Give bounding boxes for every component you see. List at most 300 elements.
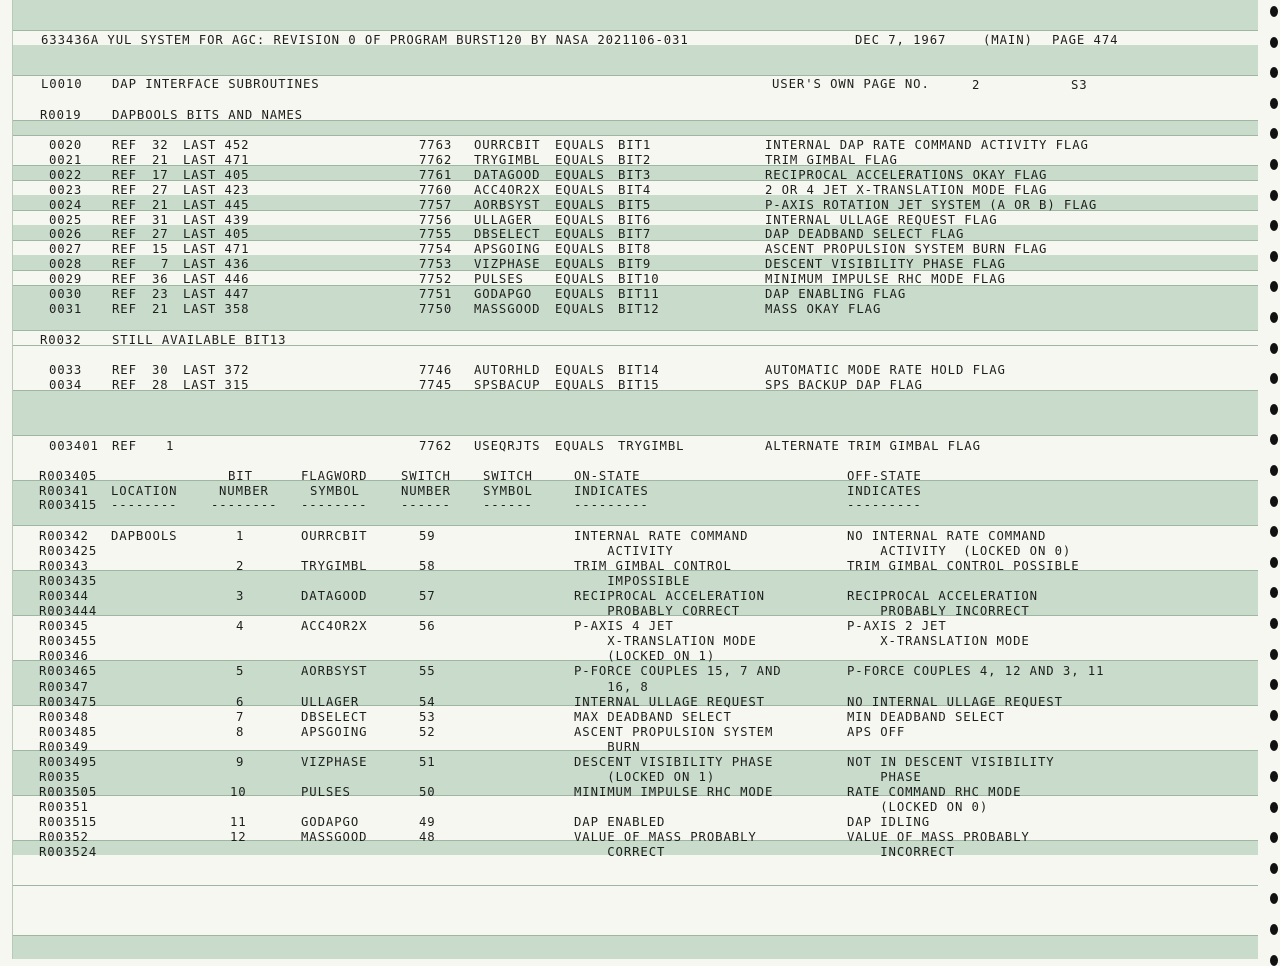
equate-comment: RECIPROCAL ACCELERATIONS OKAY FLAG xyxy=(765,167,1048,182)
row-flagword-symbol: PULSES xyxy=(301,784,351,799)
tractor-hole xyxy=(1270,771,1278,782)
equate-ref: REF xyxy=(112,197,137,212)
equate-line: 0029 xyxy=(49,272,83,287)
row-bit-number: 3 xyxy=(236,589,245,604)
tractor-hole xyxy=(1270,465,1278,476)
ledger-rule xyxy=(12,75,1258,76)
head-switch-symbol-2: SYMBOL xyxy=(483,484,533,498)
equate-comment: DAP DEADBAND SELECT FLAG xyxy=(765,227,965,242)
ledger-rule xyxy=(12,885,1258,886)
equate-last: LAST 423 xyxy=(183,182,250,197)
ledger-rule xyxy=(12,435,1258,436)
equate-line: 0034 xyxy=(49,378,83,392)
row-bit-number: 7 xyxy=(236,709,245,724)
equate-refcount: 15 xyxy=(152,242,169,257)
header-page: PAGE 474 xyxy=(1052,33,1119,47)
tractor-hole xyxy=(1270,496,1278,507)
equate-line: 0021 xyxy=(49,152,83,167)
equate-bit: BIT4 xyxy=(618,182,652,197)
row-id: R003475 xyxy=(39,694,98,709)
equate-line: 0030 xyxy=(49,287,83,301)
row-id: R003465 xyxy=(39,664,98,679)
row-off-state: NOT IN DESCENT VISIBILITY xyxy=(847,754,1055,769)
equate-bit: BIT1 xyxy=(618,138,652,152)
tractor-hole xyxy=(1270,802,1278,813)
row-off-state: ACTIVITY (LOCKED ON 0) xyxy=(847,544,1072,559)
row-off-state: (LOCKED ON 0) xyxy=(847,799,989,814)
alt-comment: ALTERNATE TRIM GIMBAL FLAG xyxy=(765,439,981,453)
row-off-state: NO INTERNAL ULLAGE REQUEST xyxy=(847,694,1063,709)
row-id: R003524 xyxy=(39,845,98,860)
alt-bit: TRYGIMBL xyxy=(618,439,685,453)
equate-refcount: 21 xyxy=(152,152,169,167)
equate-comment: MINIMUM IMPULSE RHC MODE FLAG xyxy=(765,272,1006,287)
row-flagword-symbol: AORBSYST xyxy=(301,664,368,679)
equate-last: LAST 372 xyxy=(183,363,250,377)
head-flagword-1: FLAGWORD xyxy=(301,469,368,483)
row-flagword-symbol: GODAPGO xyxy=(301,814,360,829)
row-id: R0035 xyxy=(39,769,81,784)
equate-comment: DAP ENABLING FLAG xyxy=(765,287,907,301)
row-id: R00347 xyxy=(39,679,89,694)
equate-line: 0028 xyxy=(49,257,83,272)
equate-symbol: MASSGOOD xyxy=(474,301,541,316)
equate-bit: BIT6 xyxy=(618,212,652,227)
equate-address: 7750 xyxy=(419,301,453,316)
row-bit-number: 1 xyxy=(236,529,245,543)
equate-refcount: 32 xyxy=(152,138,169,152)
row-off-state: APS OFF xyxy=(847,724,906,739)
table-head-id: R00341 xyxy=(39,484,89,498)
line-number: L0010 xyxy=(41,77,83,91)
row-id: R00349 xyxy=(39,739,89,754)
equate-bit: BIT12 xyxy=(618,301,660,316)
equate-refcount: 21 xyxy=(152,197,169,212)
equate-last: LAST 315 xyxy=(183,378,250,392)
note-text: STILL AVAILABLE BIT13 xyxy=(112,333,287,347)
section-title: DAP INTERFACE SUBROUTINES xyxy=(112,77,320,91)
equate-equals: EQUALS xyxy=(555,378,605,392)
equate-line: 0026 xyxy=(49,227,83,242)
ledger-band xyxy=(12,45,1258,75)
equate-comment: MASS OKAY FLAG xyxy=(765,301,882,316)
equate-last: LAST 358 xyxy=(183,301,250,316)
equate-address: 7754 xyxy=(419,242,453,257)
row-bit-number: 10 xyxy=(230,784,247,799)
equate-ref: REF xyxy=(112,227,137,242)
row-id: R003435 xyxy=(39,574,98,589)
head-dashes: -------- xyxy=(301,498,368,512)
row-switch-number: 54 xyxy=(419,694,436,709)
tractor-hole xyxy=(1270,373,1278,384)
row-switch-number: 56 xyxy=(419,619,436,634)
equate-refcount: 31 xyxy=(152,212,169,227)
equate-ref: REF xyxy=(112,167,137,182)
equate-comment: AUTOMATIC MODE RATE HOLD FLAG xyxy=(765,363,1006,377)
tractor-hole xyxy=(1270,37,1278,48)
alt-line: 003401 xyxy=(49,439,99,453)
tractor-hole xyxy=(1270,281,1278,292)
equate-last: LAST 471 xyxy=(183,242,250,257)
row-on-state: CORRECT xyxy=(574,845,666,860)
equate-symbol: APSGOING xyxy=(474,242,541,257)
alt-symbol: USEQRJTS xyxy=(474,439,541,453)
head-off-state-2: INDICATES xyxy=(847,484,922,498)
tractor-hole xyxy=(1270,710,1278,721)
ledger-rule xyxy=(12,330,1258,331)
equate-refcount: 27 xyxy=(152,227,169,242)
equate-last: LAST 436 xyxy=(183,257,250,272)
row-off-state: P-FORCE COUPLES 4, 12 AND 3, 11 xyxy=(847,664,1105,679)
equate-bit: BIT15 xyxy=(618,378,660,392)
equate-line: 0033 xyxy=(49,363,83,377)
equate-equals: EQUALS xyxy=(555,182,605,197)
equate-last: LAST 452 xyxy=(183,138,250,152)
equate-symbol: DBSELECT xyxy=(474,227,541,242)
equate-symbol: PULSES xyxy=(474,272,524,287)
tractor-hole xyxy=(1270,832,1278,843)
equate-comment: P-AXIS ROTATION JET SYSTEM (A OR B) FLAG xyxy=(765,197,1098,212)
row-switch-number: 58 xyxy=(419,559,436,574)
equate-ref: REF xyxy=(112,363,137,377)
equate-bit: BIT9 xyxy=(618,257,652,272)
head-dashes: -------- xyxy=(111,498,178,512)
head-dashes: --------- xyxy=(574,498,649,512)
equate-bit: BIT8 xyxy=(618,242,652,257)
row-flagword-symbol: OURRCBIT xyxy=(301,529,368,543)
users-page-label: USER'S OWN PAGE NO. xyxy=(772,77,930,91)
equate-symbol: TRYGIMBL xyxy=(474,152,541,167)
equate-last: LAST 405 xyxy=(183,167,250,182)
row-bit-number: 6 xyxy=(236,694,245,709)
row-on-state: INTERNAL ULLAGE REQUEST xyxy=(574,694,765,709)
equate-address: 7755 xyxy=(419,227,453,242)
row-switch-number: 49 xyxy=(419,814,436,829)
equate-refcount: 27 xyxy=(152,182,169,197)
row-on-state: X-TRANSLATION MODE xyxy=(574,634,757,649)
row-id: R00343 xyxy=(39,559,89,574)
head-switch-number-2: NUMBER xyxy=(401,484,451,498)
row-off-state: PROBABLY INCORRECT xyxy=(847,604,1030,619)
equate-ref: REF xyxy=(112,272,137,287)
equate-address: 7746 xyxy=(419,363,453,377)
alt-address: 7762 xyxy=(419,439,453,453)
header-main: (MAIN) xyxy=(983,33,1033,47)
ledger-band xyxy=(12,120,1258,135)
ledger-band xyxy=(12,0,1258,30)
equate-refcount: 21 xyxy=(152,301,169,316)
note-id: R0032 xyxy=(40,333,82,347)
head-off-state-1: OFF-STATE xyxy=(847,469,922,483)
row-flagword-symbol: DATAGOOD xyxy=(301,589,368,604)
equate-last: LAST 471 xyxy=(183,152,250,167)
ledger-rule xyxy=(12,30,1258,31)
tractor-hole xyxy=(1270,618,1278,629)
equate-bit: BIT7 xyxy=(618,227,652,242)
equate-equals: EQUALS xyxy=(555,301,605,316)
row-on-state: TRIM GIMBAL CONTROL xyxy=(574,559,732,574)
equate-refcount: 23 xyxy=(152,287,169,301)
head-dashes: -------- xyxy=(211,498,278,512)
equate-symbol: GODAPGO xyxy=(474,287,533,301)
row-id: R003495 xyxy=(39,754,98,769)
row-off-state: VALUE OF MASS PROBABLY xyxy=(847,830,1030,844)
equate-equals: EQUALS xyxy=(555,287,605,301)
row-switch-number: 53 xyxy=(419,709,436,724)
row-on-state: VALUE OF MASS PROBABLY xyxy=(574,830,757,844)
equate-equals: EQUALS xyxy=(555,257,605,272)
equate-equals: EQUALS xyxy=(555,197,605,212)
tractor-hole xyxy=(1270,343,1278,354)
table-head-id: R003405 xyxy=(39,469,98,483)
equate-symbol: DATAGOOD xyxy=(474,167,541,182)
row-on-state: PROBABLY CORRECT xyxy=(574,604,741,619)
row-on-state: MINIMUM IMPULSE RHC MODE xyxy=(574,784,774,799)
row-off-state: TRIM GIMBAL CONTROL POSSIBLE xyxy=(847,559,1080,574)
equate-last: LAST 447 xyxy=(183,287,250,301)
equate-symbol: SPSBACUP xyxy=(474,378,541,392)
row-on-state: MAX DEADBAND SELECT xyxy=(574,709,732,724)
head-bit-2: NUMBER xyxy=(219,484,269,498)
row-on-state: DAP ENABLED xyxy=(574,814,666,829)
equate-ref: REF xyxy=(112,138,137,152)
equate-comment: 2 OR 4 JET X-TRANSLATION MODE FLAG xyxy=(765,182,1048,197)
head-dashes: --------- xyxy=(847,498,922,512)
equate-equals: EQUALS xyxy=(555,138,605,152)
ledger-rule xyxy=(12,525,1258,526)
header-title: 633436A YUL SYSTEM FOR AGC: REVISION 0 OF PROGRAM BURST120 BY NASA 2021106-031 xyxy=(41,33,689,47)
equate-equals: EQUALS xyxy=(555,212,605,227)
subsection-title: DAPBOOLS BITS AND NAMES xyxy=(112,108,303,122)
row-switch-number: 50 xyxy=(419,784,436,799)
head-switch-number-1: SWITCH xyxy=(401,469,451,483)
equate-comment: ASCENT PROPULSION SYSTEM BURN FLAG xyxy=(765,242,1048,257)
ledger-band xyxy=(12,390,1258,435)
table-head-id: R003415 xyxy=(39,498,98,512)
tractor-hole xyxy=(1270,159,1278,170)
row-id: R003455 xyxy=(39,634,98,649)
tractor-hole xyxy=(1270,67,1278,78)
row-bit-number: 11 xyxy=(230,814,247,829)
row-flagword-symbol: VIZPHASE xyxy=(301,754,368,769)
row-on-state: INTERNAL RATE COMMAND xyxy=(574,529,749,543)
head-on-state-2: INDICATES xyxy=(574,484,649,498)
equate-last: LAST 439 xyxy=(183,212,250,227)
row-id: R00346 xyxy=(39,649,89,664)
row-on-state: (LOCKED ON 1) xyxy=(574,649,716,664)
row-off-state: INCORRECT xyxy=(847,845,955,860)
equate-line: 0024 xyxy=(49,197,83,212)
row-flagword-symbol: TRYGIMBL xyxy=(301,559,368,574)
row-id: R003485 xyxy=(39,724,98,739)
row-off-state: NO INTERNAL RATE COMMAND xyxy=(847,529,1047,543)
tractor-hole xyxy=(1270,924,1278,935)
head-location: LOCATION xyxy=(111,484,178,498)
equate-equals: EQUALS xyxy=(555,152,605,167)
equate-symbol: ACC4OR2X xyxy=(474,182,541,197)
row-switch-number: 52 xyxy=(419,724,436,739)
equate-refcount: 36 xyxy=(152,272,169,287)
row-id: R00348 xyxy=(39,709,89,724)
equate-symbol: OURRCBIT xyxy=(474,138,541,152)
equate-bit: BIT5 xyxy=(618,197,652,212)
row-id: R003425 xyxy=(39,544,98,559)
equate-bit: BIT3 xyxy=(618,167,652,182)
row-id: R00351 xyxy=(39,799,89,814)
equate-comment: TRIM GIMBAL FLAG xyxy=(765,152,898,167)
tractor-hole xyxy=(1270,251,1278,262)
row-id: R00345 xyxy=(39,619,89,634)
equate-equals: EQUALS xyxy=(555,227,605,242)
row-off-state: P-AXIS 2 JET xyxy=(847,619,947,634)
tractor-hole xyxy=(1270,220,1278,231)
row-switch-number: 51 xyxy=(419,754,436,769)
equate-symbol: AORBSYST xyxy=(474,197,541,212)
equate-ref: REF xyxy=(112,242,137,257)
equate-symbol: ULLAGER xyxy=(474,212,533,227)
row-bit-number: 4 xyxy=(236,619,245,634)
equate-equals: EQUALS xyxy=(555,242,605,257)
equate-line: 0020 xyxy=(49,138,83,152)
header-date: DEC 7, 1967 xyxy=(855,33,947,47)
row-flagword-symbol: MASSGOOD xyxy=(301,830,368,844)
row-flagword-symbol: DBSELECT xyxy=(301,709,368,724)
tractor-hole xyxy=(1270,649,1278,660)
row-on-state: P-FORCE COUPLES 15, 7 AND xyxy=(574,664,782,679)
equate-bit: BIT10 xyxy=(618,272,660,287)
row-flagword-symbol: APSGOING xyxy=(301,724,368,739)
equate-address: 7761 xyxy=(419,167,453,182)
equate-ref: REF xyxy=(112,212,137,227)
equate-address: 7751 xyxy=(419,287,453,301)
row-on-state: 16, 8 xyxy=(574,679,649,694)
equate-symbol: VIZPHASE xyxy=(474,257,541,272)
row-bit-number: 5 xyxy=(236,664,245,679)
row-on-state: ACTIVITY xyxy=(574,544,674,559)
section-code: S3 xyxy=(1071,78,1088,92)
equate-ref: REF xyxy=(112,182,137,197)
page-edge xyxy=(12,0,13,959)
tractor-hole xyxy=(1270,557,1278,568)
equate-last: LAST 405 xyxy=(183,227,250,242)
row-switch-number: 57 xyxy=(419,589,436,604)
row-on-state: BURN xyxy=(574,739,641,754)
alt-refcount: 1 xyxy=(166,439,175,453)
equate-refcount: 28 xyxy=(152,378,169,392)
head-switch-symbol-1: SWITCH xyxy=(483,469,533,483)
equate-address: 7757 xyxy=(419,197,453,212)
tractor-hole xyxy=(1270,128,1278,139)
row-off-state: MIN DEADBAND SELECT xyxy=(847,709,1005,724)
ledger-rule xyxy=(12,135,1258,136)
tractor-hole xyxy=(1270,740,1278,751)
tractor-hole xyxy=(1270,526,1278,537)
equate-address: 7745 xyxy=(419,378,453,392)
head-dashes: ------ xyxy=(483,498,533,512)
equate-ref: REF xyxy=(112,301,137,316)
tractor-hole xyxy=(1270,863,1278,874)
equate-comment: DESCENT VISIBILITY PHASE FLAG xyxy=(765,257,1006,272)
row-switch-number: 59 xyxy=(419,529,436,543)
row-on-state: (LOCKED ON 1) xyxy=(574,769,716,784)
equate-ref: REF xyxy=(112,152,137,167)
row-on-state: P-AXIS 4 JET xyxy=(574,619,674,634)
equate-line: 0022 xyxy=(49,167,83,182)
tractor-hole xyxy=(1270,312,1278,323)
equate-refcount: 30 xyxy=(152,363,169,377)
head-dashes: ------ xyxy=(401,498,451,512)
equate-equals: EQUALS xyxy=(555,167,605,182)
row-off-state: RATE COMMAND RHC MODE xyxy=(847,784,1022,799)
subsection-id: R0019 xyxy=(40,108,82,122)
equate-address: 7762 xyxy=(419,152,453,167)
tractor-hole xyxy=(1270,893,1278,904)
equate-line: 0031 xyxy=(49,301,83,316)
row-off-state: PHASE xyxy=(847,769,922,784)
row-id: R00342 xyxy=(39,529,89,543)
tractor-hole xyxy=(1270,6,1278,17)
equate-address: 7756 xyxy=(419,212,453,227)
tractor-hole xyxy=(1270,404,1278,415)
equate-line: 0027 xyxy=(49,242,83,257)
row-bit-number: 2 xyxy=(236,559,245,574)
equate-address: 7763 xyxy=(419,138,453,152)
row-on-state: IMPOSSIBLE xyxy=(574,574,691,589)
row-bit-number: 8 xyxy=(236,724,245,739)
equate-address: 7753 xyxy=(419,257,453,272)
tractor-hole xyxy=(1270,434,1278,445)
row-location: DAPBOOLS xyxy=(111,529,178,543)
equate-bit: BIT11 xyxy=(618,287,660,301)
row-off-state: X-TRANSLATION MODE xyxy=(847,634,1030,649)
equate-bit: BIT2 xyxy=(618,152,652,167)
tractor-hole xyxy=(1270,679,1278,690)
tractor-hole xyxy=(1270,190,1278,201)
head-flagword-2: SYMBOL xyxy=(310,484,360,498)
row-off-state: RECIPROCAL ACCELERATION xyxy=(847,589,1038,604)
equate-address: 7760 xyxy=(419,182,453,197)
equate-last: LAST 446 xyxy=(183,272,250,287)
equate-refcount: 17 xyxy=(152,167,169,182)
ledger-rule xyxy=(12,935,1258,936)
equate-ref: REF xyxy=(112,257,137,272)
row-switch-number: 48 xyxy=(419,830,436,844)
equate-comment: INTERNAL DAP RATE COMMAND ACTIVITY FLAG xyxy=(765,138,1089,152)
head-on-state-1: ON-STATE xyxy=(574,469,641,483)
equate-equals: EQUALS xyxy=(555,363,605,377)
tractor-hole xyxy=(1270,98,1278,109)
equate-equals: EQUALS xyxy=(555,272,605,287)
equate-symbol: AUTORHLD xyxy=(474,363,541,377)
equate-comment: SPS BACKUP DAP FLAG xyxy=(765,378,923,392)
row-bit-number: 12 xyxy=(230,830,247,844)
row-on-state: DESCENT VISIBILITY PHASE xyxy=(574,754,774,769)
row-switch-number: 55 xyxy=(419,664,436,679)
row-off-state: DAP IDLING xyxy=(847,814,931,829)
row-id: R003444 xyxy=(39,604,98,619)
equate-ref: REF xyxy=(112,378,137,392)
row-flagword-symbol: ULLAGER xyxy=(301,694,360,709)
row-on-state: ASCENT PROPULSION SYSTEM xyxy=(574,724,774,739)
equate-line: 0023 xyxy=(49,182,83,197)
equate-refcount: 7 xyxy=(161,257,170,272)
alt-equals: EQUALS xyxy=(555,439,605,453)
tractor-hole xyxy=(1270,587,1278,598)
row-flagword-symbol: ACC4OR2X xyxy=(301,619,368,634)
equate-line: 0025 xyxy=(49,212,83,227)
equate-ref: REF xyxy=(112,287,137,301)
equate-last: LAST 445 xyxy=(183,197,250,212)
